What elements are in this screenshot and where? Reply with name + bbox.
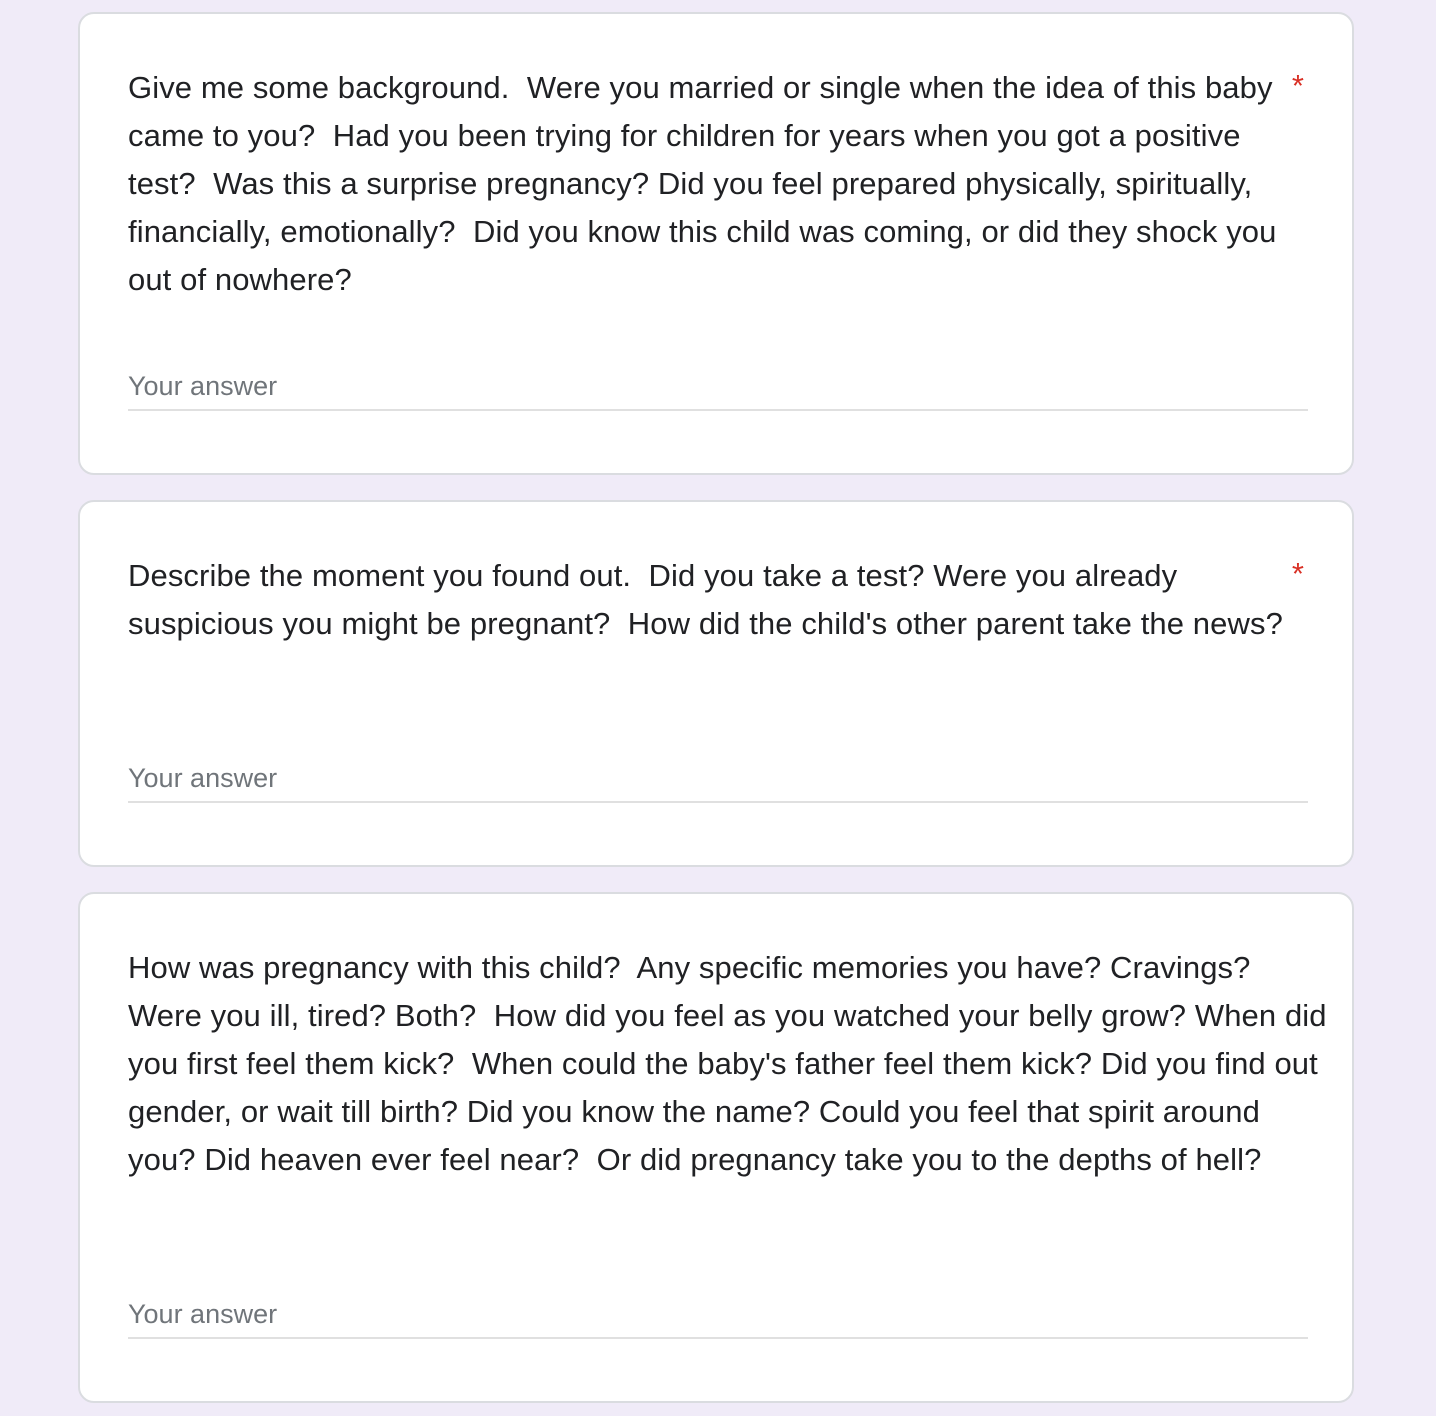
answer-input-background[interactable] xyxy=(128,363,1308,411)
question-card-background xyxy=(78,12,1354,475)
question-title: Describe the moment you found out. Did you take a test? Were you already suspicious you might be pregnant? How did the child's other parent take the news? xyxy=(128,558,1283,641)
required-asterisk: * xyxy=(1291,556,1304,591)
question-title: How was pregnancy with this child? Any specific memories you have? Cravings? Were you ill, tired? Both? How did you feel as you watched your belly grow? When did you first feel them kick? When could the baby's father feel them kick? Did you find out gender, or wait till birth? Did you know the name? Could you feel that spirit around you? Did heaven ever feel near? Or did pregnancy take you to the depths of hell? xyxy=(128,950,1336,1177)
question-title: Give me some background. Were you married or single when the idea of this baby came to you? Had you been trying for children for years when you got a positive test? Was this a surprise pregnancy? Did you feel prepared physically, spiritually, financially, emotionally? Did you know this child was coming, or did they shock you out of nowhere? xyxy=(128,70,1286,297)
question-card-found-out xyxy=(78,500,1354,867)
answer-input-found-out[interactable] xyxy=(128,755,1308,803)
answer-input-pregnancy[interactable] xyxy=(128,1291,1308,1339)
required-asterisk: * xyxy=(1291,68,1304,103)
question-card-pregnancy xyxy=(78,892,1354,1403)
